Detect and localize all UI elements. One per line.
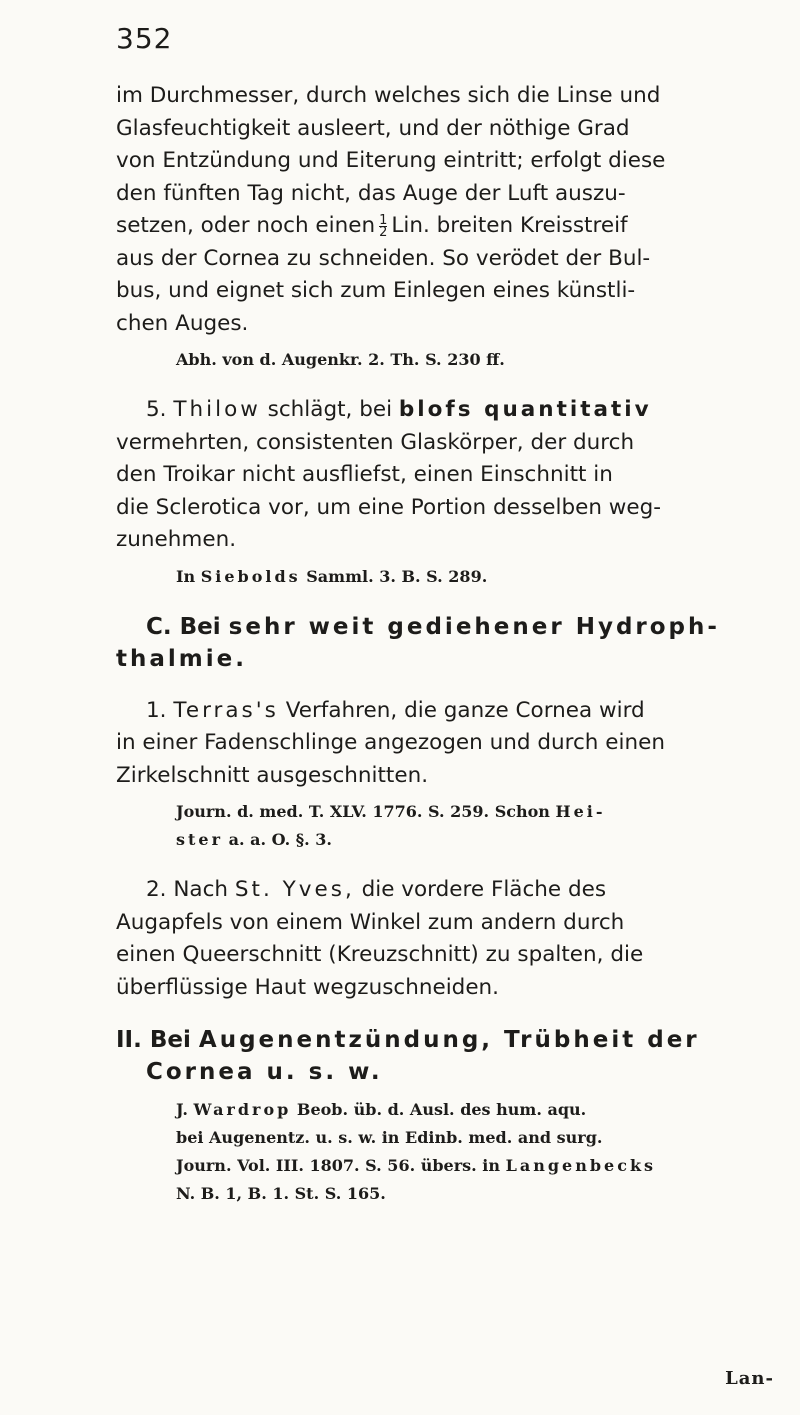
page-number: 352 (116, 22, 173, 55)
section-heading-ii (116, 1024, 778, 1056)
text-line: aus der Cornea zu schneiden. So verödet der Bul- (116, 245, 651, 271)
heading-label: C. Bei (146, 613, 221, 640)
text-line: bus, und eignet sich zum Einlegen eines künstli- (116, 278, 636, 303)
reference-citation (116, 563, 778, 591)
paragraph-st-yves (116, 874, 778, 907)
text-line: Zirkelschnitt ausgeschnitten. (116, 762, 429, 788)
section-heading-c (116, 611, 778, 643)
author-name: Siebolds (200, 566, 301, 586)
text-fragment: schlägt, bei (267, 397, 393, 422)
page-content (116, 80, 778, 1208)
paragraph-continuation (116, 80, 778, 340)
text-fragment: J. (176, 1100, 188, 1119)
heading-label: II. Bei (116, 1027, 191, 1053)
section-heading-c-cont (116, 643, 778, 675)
text-fragment: Journ. Vol. III. 1807. S. 56. übers. in (176, 1156, 500, 1175)
paragraph-terras-cont (116, 727, 778, 792)
reference-citation (116, 798, 778, 854)
author-name: Wardrop (193, 1100, 292, 1119)
text-line: von Entzündung und Eiterung eintritt; erfolgt diese (116, 148, 666, 173)
text-line: im Durchmesser, durch welches sich die Linse und (116, 83, 661, 108)
item-number: 1. (146, 697, 167, 723)
text-fragment: In (176, 566, 196, 586)
paragraph-thilow (116, 394, 778, 427)
paragraph-thilow-cont (116, 427, 778, 557)
text-line: die Sclerotica vor, um eine Portion desselben weg- (116, 494, 662, 520)
heading-text: thalmie. (116, 645, 247, 672)
author-name: Terras's (173, 697, 279, 723)
text-line: den fünften Tag nicht, das Auge der Luft auszu- (116, 180, 626, 206)
text-line: Augapfels von einem Winkel zum andern durch (116, 909, 625, 935)
fraction-denominator: 2 (379, 224, 388, 240)
text-fragment: Verfahren, die ganze Cornea wird (285, 697, 645, 723)
text-line (116, 210, 778, 243)
text-fragment: die vordere Fläche des (361, 877, 607, 902)
author-name: Thilow (173, 397, 261, 422)
text-fragment: N. B. 1, B. 1. St. S. 165. (176, 1184, 386, 1203)
text-fragment: a. a. O. §. 3. (228, 830, 332, 849)
author-name: St. Yves, (234, 877, 355, 902)
text-fragment: setzen, oder noch einen (116, 213, 376, 238)
catchword: Lan- (725, 1368, 774, 1389)
text-fragment: 2. Nach (146, 877, 229, 902)
text-line: den Troikar nicht ausfliefst, einen Einschnitt in (116, 462, 613, 487)
fraction-half (379, 212, 388, 240)
paragraph-terras (116, 695, 778, 728)
author-name: Langenbecks (505, 1156, 657, 1175)
text-line: überflüssige Haut wegzuschneiden. (116, 974, 500, 1000)
text-fragment: Beob. üb. d. Ausl. des hum. aqu. (296, 1100, 587, 1119)
text-fragment: Lin. breiten Kreisstreif (391, 213, 628, 238)
author-name: Hei- (555, 802, 606, 821)
section-heading-ii-cont (116, 1056, 778, 1088)
heading-text: Cornea u. s. w. (146, 1059, 383, 1085)
reference-citation: Abh. von d. Augenkr. 2. Th. S. 230 ff. (176, 350, 505, 369)
heading-text: sehr weit gediehener Hydroph- (228, 613, 720, 640)
text-line: chen Auges. (116, 310, 249, 336)
text-line: einen Queerschnitt (Kreuzschnitt) zu spalten, die (116, 942, 644, 967)
text-line: vermehrten, consistenten Glaskörper, der durch (116, 429, 635, 455)
fraction-numerator: 1 (379, 212, 388, 228)
item-number: 5. (146, 397, 167, 422)
paragraph-st-yves-cont (116, 907, 778, 1005)
text-fragment: bei Augenentz. u. s. w. in Edinb. med. and surg. (176, 1128, 603, 1147)
text-line: zunehmen. (116, 527, 237, 552)
author-name: ster (176, 830, 224, 849)
text-fragment: Journ. d. med. T. XLV. 1776. S. 259. Schon (176, 802, 550, 821)
text-line: Glasfeuchtigkeit ausleert, und der nöthige Grad (116, 115, 630, 141)
text-fragment: Samml. 3. B. S. 289. (306, 566, 488, 586)
heading-text: Augenentzündung, Trübheit der (198, 1027, 700, 1053)
reference-citation-wardrop (116, 1096, 778, 1208)
emphasis-text: blofs quantitativ (398, 397, 652, 422)
text-line: in einer Fadenschlinge angezogen und durch einen (116, 730, 665, 755)
